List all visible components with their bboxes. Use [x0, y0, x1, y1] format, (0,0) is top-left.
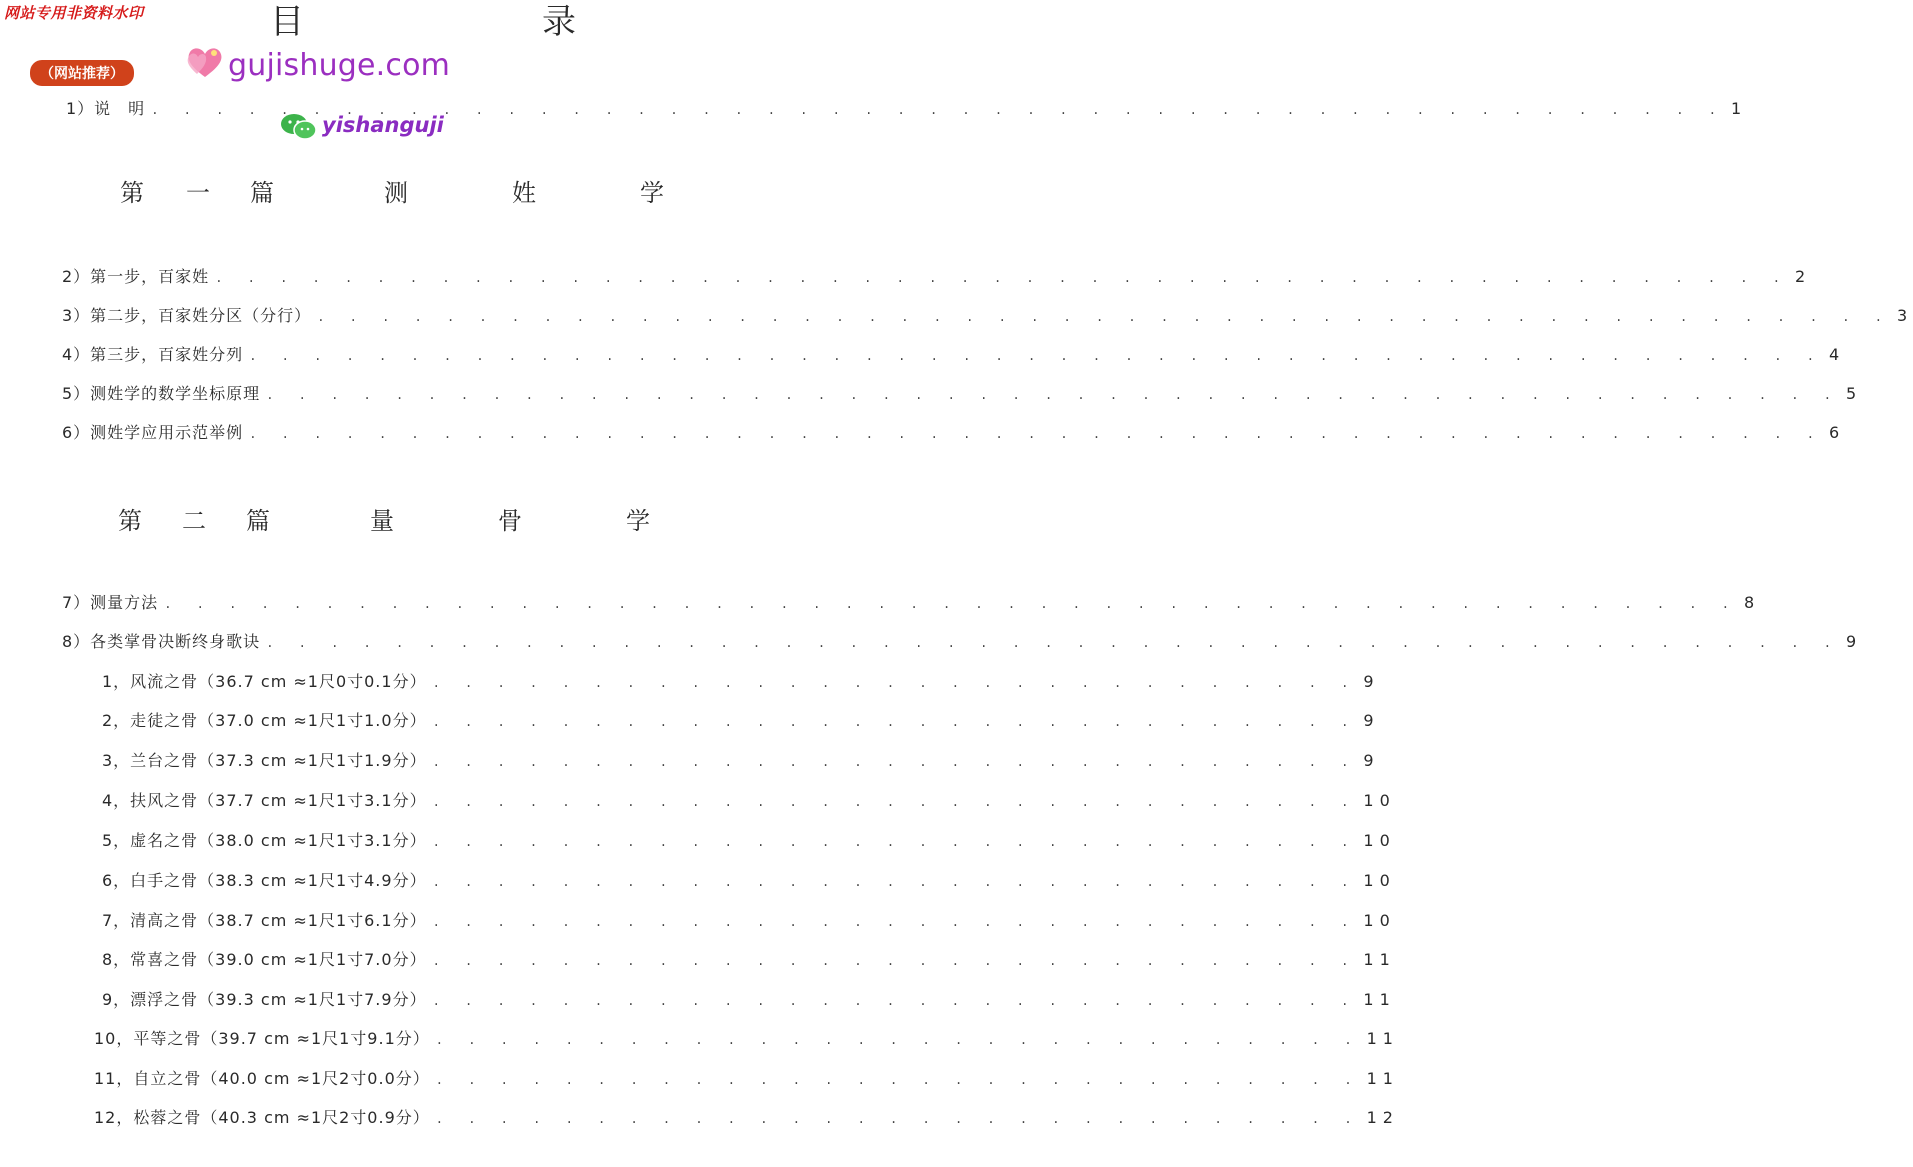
toc-leader-dots: . . . . . . . . . . . . . . . . . . . . . . . . . . . . . [432, 715, 1358, 729]
toc-entry-label: 6，白手之骨（38.3 cm ≈1尺1寸4.9分） [102, 871, 427, 890]
toc-leader-dots: . . . . . . . . . . . . . . . . . . . . . . . . . . . . . [432, 915, 1358, 929]
toc-entry [62, 264, 1812, 288]
toc-leader-dots: . . . . . . . . . . . . . . . . . . . . . . . . . . . . . . . . . . . . . . . . . . . . . . . . . [249, 349, 1823, 363]
toc-leader-dots: . . . . . . . . . . . . . . . . . . . . . . . . . . . . . . . . . . . . . . . . . . . . . . . . . [164, 597, 1738, 611]
toc-entry-label: 1）说 明 [66, 99, 146, 118]
toc-entry-page: 10 [1363, 831, 1396, 850]
toc-entry-page: 12 [1366, 1108, 1399, 1127]
section-heading-char: 量 [370, 507, 394, 535]
toc-entry-label: 10，平等之骨（39.7 cm ≈1尺1寸9.1分） [94, 1029, 430, 1048]
section-heading-char: 测 [384, 179, 408, 207]
toc-entry-label: 7）测量方法 [62, 593, 159, 612]
toc-entry [62, 342, 1846, 366]
toc-leader-dots: . . . . . . . . . . . . . . . . . . . . . . . . . . . . . [432, 795, 1358, 809]
toc-entry [62, 303, 1913, 327]
toc-entry-page: 9 [1363, 672, 1380, 691]
toc-leader-dots: . . . . . . . . . . . . . . . . . . . . . . . . . . . . . [435, 1112, 1361, 1126]
toc-entry-label: 3）第二步，百家姓分区（分行） [62, 306, 312, 325]
toc-entry-page: 10 [1363, 871, 1396, 890]
toc-entry-page: 2 [1794, 267, 1812, 286]
toc-entry-page: 10 [1363, 791, 1396, 810]
toc-leader-dots: . . . . . . . . . . . . . . . . . . . . . . . . . . . . . . . . . . . . . . . . . . . . . . . . . [266, 388, 1840, 402]
toc-entry-page: 11 [1366, 1029, 1399, 1048]
toc-entry-label: 2，走徒之骨（37.0 cm ≈1尺1寸1.0分） [102, 711, 427, 730]
toc-subentry [102, 748, 1380, 772]
toc-leader-dots: . . . . . . . . . . . . . . . . . . . . . . . . . . . . . [432, 676, 1358, 690]
section-heading-char: 第 [120, 179, 144, 207]
toc-leader-dots: . . . . . . . . . . . . . . . . . . . . . . . . . . . . . . . . . . . . . . . . . . . . . . . . . [215, 271, 1789, 285]
toc-entry [62, 590, 1761, 614]
heart-icon [184, 44, 226, 80]
section-heading-char: 二 [182, 507, 206, 535]
toc-subentry [94, 1066, 1399, 1090]
toc-entry [66, 96, 1748, 120]
toc-subentry [102, 868, 1396, 892]
page-title-char-2: 录 [542, 2, 576, 42]
section-heading-char: 骨 [498, 507, 522, 535]
toc-leader-dots: . . . . . . . . . . . . . . . . . . . . . . . . . . . . . [435, 1073, 1361, 1087]
toc-entry-label: 8，常喜之骨（39.0 cm ≈1尺1寸7.0分） [102, 950, 427, 969]
section-heading-char: 篇 [246, 507, 270, 535]
toc-entry [62, 629, 1863, 653]
toc-subentry [102, 788, 1396, 812]
toc-subentry [102, 669, 1380, 693]
toc-entry-label: 6）测姓学应用示范举例 [62, 423, 244, 442]
toc-entry-page: 1 [1730, 99, 1748, 118]
toc-leader-dots: . . . . . . . . . . . . . . . . . . . . . . . . . . . . . [432, 875, 1358, 889]
toc-entry-label: 5，虚名之骨（38.0 cm ≈1尺1寸3.1分） [102, 831, 427, 850]
toc-leader-dots: . . . . . . . . . . . . . . . . . . . . . . . . . . . . . [435, 1033, 1361, 1047]
toc-entry-label: 12，松蓉之骨（40.3 cm ≈1尺2寸0.9分） [94, 1108, 430, 1127]
toc-subentry [102, 908, 1396, 932]
toc-entry-label: 5）测姓学的数学坐标原理 [62, 384, 261, 403]
toc-leader-dots: . . . . . . . . . . . . . . . . . . . . . . . . . . . . . [432, 954, 1358, 968]
toc-entry-label: 9，漂浮之骨（39.3 cm ≈1尺1寸7.9分） [102, 990, 427, 1009]
toc-entry-label: 11，自立之骨（40.0 cm ≈1尺2寸0.0分） [94, 1069, 430, 1088]
toc-entry-page: 3 [1896, 306, 1913, 325]
toc-entry-label: 4，扶风之骨（37.7 cm ≈1尺1寸3.1分） [102, 791, 427, 810]
watermark-handle: yishanguji [322, 113, 444, 137]
toc-entry-label: 7，清高之骨（38.7 cm ≈1尺1寸6.1分） [102, 911, 427, 930]
toc-entry-page: 8 [1743, 593, 1761, 612]
toc-entry-page: 11 [1363, 950, 1396, 969]
toc-entry-label: 8）各类掌骨决断终身歌诀 [62, 632, 261, 651]
toc-entry-page: 5 [1845, 384, 1863, 403]
toc-entry-page: 11 [1366, 1069, 1399, 1088]
toc-subentry [94, 1105, 1399, 1129]
toc-entry-page: 4 [1828, 345, 1846, 364]
toc-leader-dots: . . . . . . . . . . . . . . . . . . . . . . . . . . . . . [432, 755, 1358, 769]
toc-entry-page: 9 [1363, 751, 1380, 770]
section-heading-char: 姓 [512, 179, 536, 207]
toc-entry-page: 9 [1363, 711, 1380, 730]
section-heading-char: 一 [186, 179, 210, 207]
watermark-domain: gujishuge.com [228, 48, 451, 83]
toc-entry-label: 1，风流之骨（36.7 cm ≈1尺0寸0.1分） [102, 672, 427, 691]
toc-entry [62, 381, 1863, 405]
toc-entry-page: 6 [1828, 423, 1846, 442]
section-heading-char: 篇 [250, 179, 274, 207]
toc-leader-dots: . . . . . . . . . . . . . . . . . . . . . . . . . . . . . . . . . . . . . . . . . . . . . . . . . [317, 310, 1891, 324]
toc-leader-dots: . . . . . . . . . . . . . . . . . . . . . . . . . . . . . . . . . . . . . . . . . . . . . . . . . [151, 103, 1725, 117]
toc-leader-dots: . . . . . . . . . . . . . . . . . . . . . . . . . . . . . [432, 835, 1358, 849]
section-heading-char: 学 [626, 507, 650, 535]
toc-leader-dots: . . . . . . . . . . . . . . . . . . . . . . . . . . . . . . . . . . . . . . . . . . . . . . . . . [266, 636, 1840, 650]
toc-subentry [102, 708, 1380, 732]
toc-subentry [94, 1026, 1399, 1050]
toc-entry-page: 10 [1363, 911, 1396, 930]
toc-leader-dots: . . . . . . . . . . . . . . . . . . . . . . . . . . . . . . . . . . . . . . . . . . . . . . . . . [249, 427, 1823, 441]
toc-leader-dots: . . . . . . . . . . . . . . . . . . . . . . . . . . . . . [432, 994, 1358, 1008]
page-title-char-1: 目 [270, 2, 304, 42]
toc-entry-label: 4）第三步，百家姓分列 [62, 345, 244, 364]
toc-entry-label: 3，兰台之骨（37.3 cm ≈1尺1寸1.9分） [102, 751, 427, 770]
toc-entry-page: 9 [1845, 632, 1863, 651]
toc-entry-page: 11 [1363, 990, 1396, 1009]
toc-subentry [102, 987, 1396, 1011]
section-heading-char: 学 [640, 179, 664, 207]
toc-entry [62, 420, 1846, 444]
section-heading-char: 第 [118, 507, 142, 535]
toc-subentry [102, 947, 1396, 971]
watermark-top-text: 网站专用非资料水印 [4, 4, 144, 22]
watermark-badge: （网站推荐） [30, 60, 134, 86]
toc-entry-label: 2）第一步，百家姓 [62, 267, 210, 286]
toc-subentry [102, 828, 1396, 852]
